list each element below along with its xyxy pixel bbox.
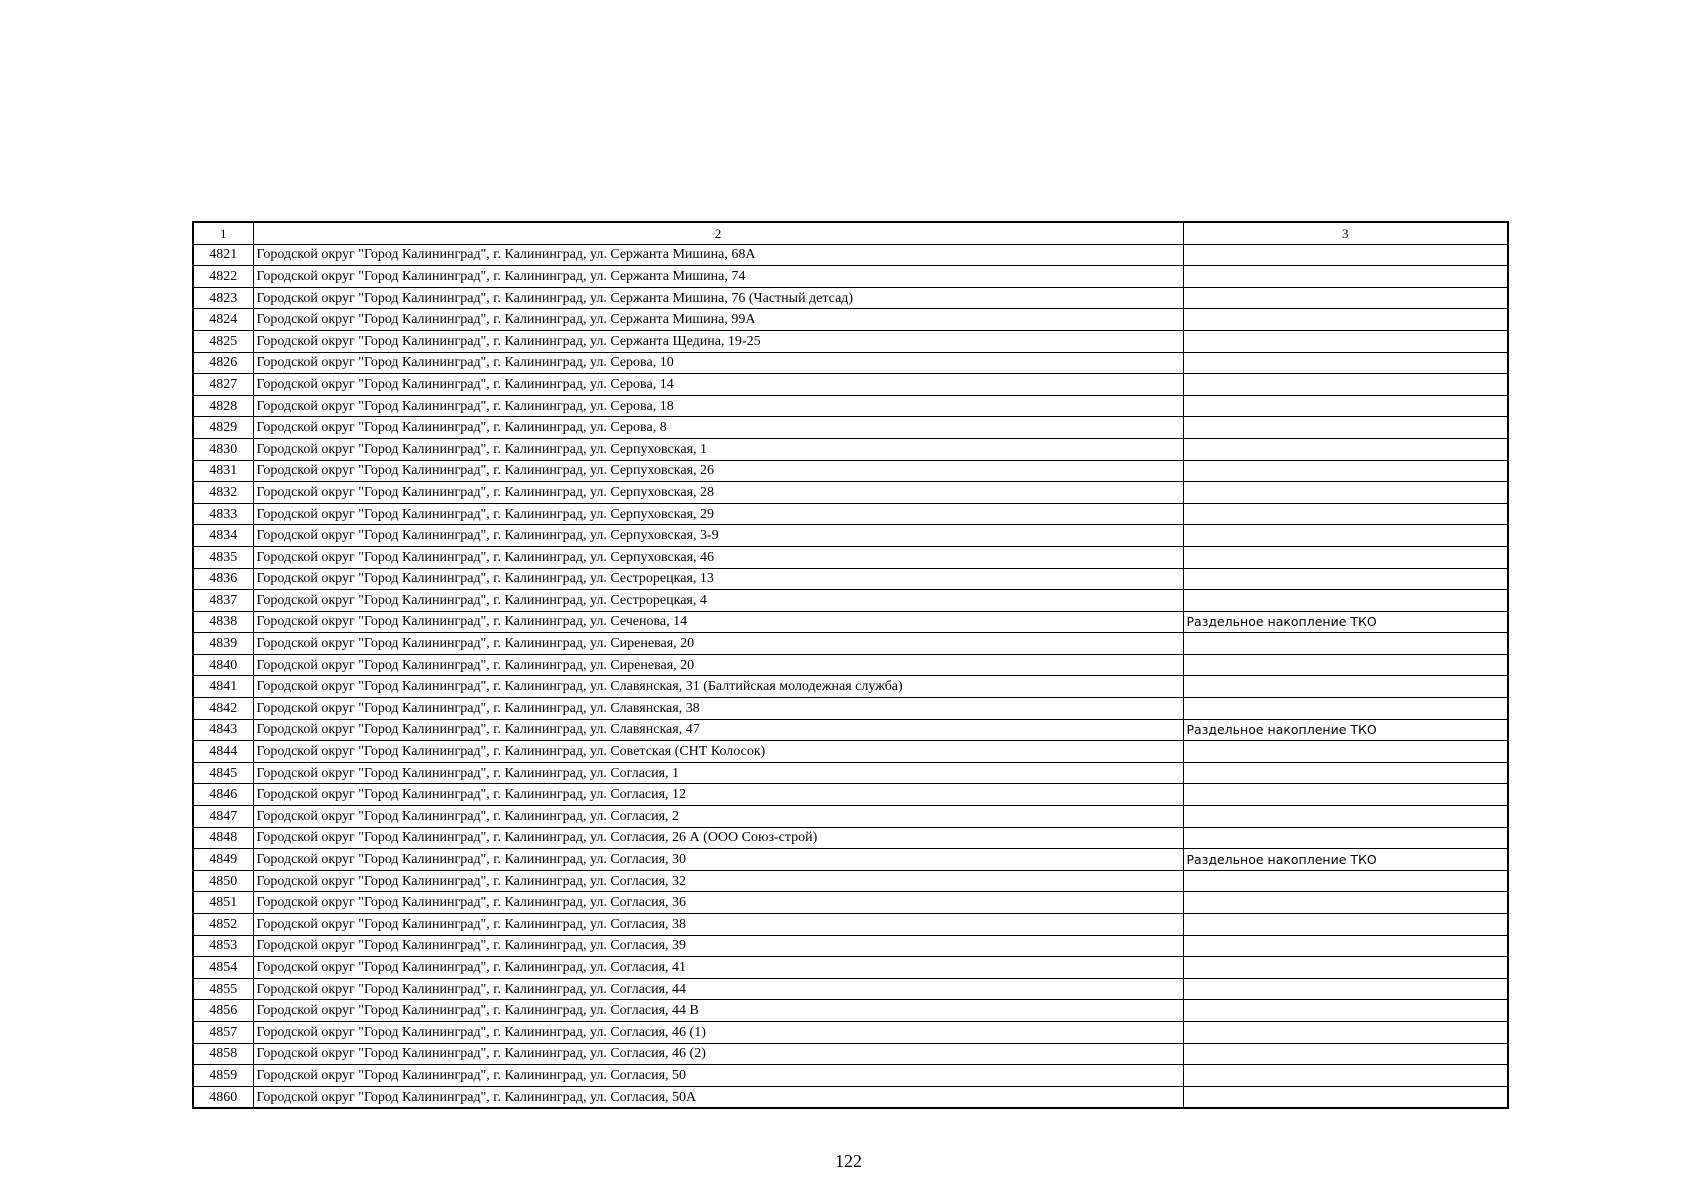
row-number-cell: 4837 bbox=[193, 590, 253, 612]
table-row bbox=[193, 590, 1508, 612]
row-number-cell: 4858 bbox=[193, 1043, 253, 1065]
address-cell: Городской округ "Город Калининград", г. Калининград, ул. Согласия, 12 bbox=[253, 784, 1183, 806]
address-cell: Городской округ "Город Калининград", г. Калининград, ул. Советская (СНТ Колосок) bbox=[253, 741, 1183, 763]
row-number-cell: 4835 bbox=[193, 546, 253, 568]
address-cell: Городской округ "Город Калининград", г. Калининград, ул. Серова, 10 bbox=[253, 352, 1183, 374]
table-row bbox=[193, 1043, 1508, 1065]
address-cell: Городской округ "Город Калининград", г. Калининград, ул. Серпуховская, 3-9 bbox=[253, 525, 1183, 547]
address-cell: Городской округ "Город Калининград", г. Калининград, ул. Согласия, 41 bbox=[253, 957, 1183, 979]
row-number-cell: 4854 bbox=[193, 957, 253, 979]
address-cell: Городской округ "Город Калининград", г. Калининград, ул. Сестрорецкая, 13 bbox=[253, 568, 1183, 590]
address-cell: Городской округ "Город Калининград", г. Калининград, ул. Согласия, 30 bbox=[253, 849, 1183, 871]
table-row bbox=[193, 374, 1508, 396]
row-number-cell: 4823 bbox=[193, 287, 253, 309]
row-number-cell: 4834 bbox=[193, 525, 253, 547]
address-cell: Городской округ "Город Калининград", г. Калининград, ул. Согласия, 46 (1) bbox=[253, 1021, 1183, 1043]
table-row bbox=[193, 762, 1508, 784]
table-row bbox=[193, 546, 1508, 568]
table-row bbox=[193, 654, 1508, 676]
note-cell bbox=[1183, 827, 1508, 849]
note-cell: Раздельное накопление ТКО bbox=[1183, 849, 1508, 871]
note-cell bbox=[1183, 633, 1508, 655]
note-cell bbox=[1183, 438, 1508, 460]
note-cell bbox=[1183, 460, 1508, 482]
row-number-cell: 4832 bbox=[193, 482, 253, 504]
row-number-cell: 4845 bbox=[193, 762, 253, 784]
table-row bbox=[193, 395, 1508, 417]
table-row bbox=[193, 352, 1508, 374]
note-cell bbox=[1183, 914, 1508, 936]
address-cell: Городской округ "Город Калининград", г. Калининград, ул. Согласия, 50А bbox=[253, 1086, 1183, 1108]
table-row bbox=[193, 482, 1508, 504]
address-cell: Городской округ "Город Калининград", г. Калининград, ул. Согласия, 46 (2) bbox=[253, 1043, 1183, 1065]
note-cell bbox=[1183, 978, 1508, 1000]
table-row bbox=[193, 309, 1508, 331]
table-row bbox=[193, 676, 1508, 698]
row-number-cell: 4836 bbox=[193, 568, 253, 590]
note-cell bbox=[1183, 352, 1508, 374]
header-cell-note: 3 bbox=[1183, 222, 1508, 244]
address-cell: Городской округ "Город Калининград", г. Калининград, ул. Славянская, 38 bbox=[253, 698, 1183, 720]
address-table bbox=[192, 221, 1509, 1109]
row-number-cell: 4860 bbox=[193, 1086, 253, 1108]
address-cell: Городской округ "Город Калининград", г. Калининград, ул. Согласия, 44 В bbox=[253, 1000, 1183, 1022]
note-cell bbox=[1183, 417, 1508, 439]
table-row bbox=[193, 935, 1508, 957]
address-cell: Городской округ "Город Калининград", г. Калининград, ул. Согласия, 44 bbox=[253, 978, 1183, 1000]
table-row bbox=[193, 849, 1508, 871]
address-cell: Городской округ "Город Калининград", г. Калининград, ул. Серпуховская, 29 bbox=[253, 503, 1183, 525]
row-number-cell: 4857 bbox=[193, 1021, 253, 1043]
address-cell: Городской округ "Город Калининград", г. Калининград, ул. Серова, 14 bbox=[253, 374, 1183, 396]
row-number-cell: 4828 bbox=[193, 395, 253, 417]
address-cell: Городской округ "Город Калининград", г. Калининград, ул. Согласия, 36 bbox=[253, 892, 1183, 914]
header-cell-address: 2 bbox=[253, 222, 1183, 244]
note-cell: Раздельное накопление ТКО bbox=[1183, 611, 1508, 633]
table-row bbox=[193, 957, 1508, 979]
note-cell bbox=[1183, 590, 1508, 612]
row-number-cell: 4853 bbox=[193, 935, 253, 957]
table-row bbox=[193, 244, 1508, 266]
row-number-cell: 4824 bbox=[193, 309, 253, 331]
table-row bbox=[193, 438, 1508, 460]
address-cell: Городской округ "Город Калининград", г. Калининград, ул. Сержанта Мишина, 74 bbox=[253, 266, 1183, 288]
table-row bbox=[193, 460, 1508, 482]
row-number-cell: 4827 bbox=[193, 374, 253, 396]
address-cell: Городской округ "Город Калининград", г. Калининград, ул. Сеченова, 14 bbox=[253, 611, 1183, 633]
table-row bbox=[193, 1086, 1508, 1108]
note-cell bbox=[1183, 1043, 1508, 1065]
note-cell bbox=[1183, 1021, 1508, 1043]
address-cell: Городской округ "Город Калининград", г. Калининград, ул. Сиреневая, 20 bbox=[253, 633, 1183, 655]
row-number-cell: 4847 bbox=[193, 806, 253, 828]
note-cell bbox=[1183, 309, 1508, 331]
table-row bbox=[193, 1021, 1508, 1043]
table-row bbox=[193, 503, 1508, 525]
address-cell: Городской округ "Город Калининград", г. Калининград, ул. Серпуховская, 26 bbox=[253, 460, 1183, 482]
address-cell: Городской округ "Город Калининград", г. Калининград, ул. Сержанта Щедина, 19-25 bbox=[253, 330, 1183, 352]
note-cell bbox=[1183, 1065, 1508, 1087]
table-row bbox=[193, 633, 1508, 655]
row-number-cell: 4844 bbox=[193, 741, 253, 763]
row-number-cell: 4831 bbox=[193, 460, 253, 482]
address-cell: Городской округ "Город Калининград", г. Калининград, ул. Согласия, 2 bbox=[253, 806, 1183, 828]
note-cell bbox=[1183, 741, 1508, 763]
note-cell bbox=[1183, 330, 1508, 352]
address-cell: Городской округ "Город Калининград", г. Калининград, ул. Согласия, 39 bbox=[253, 935, 1183, 957]
table-row bbox=[193, 914, 1508, 936]
row-number-cell: 4856 bbox=[193, 1000, 253, 1022]
row-number-cell: 4821 bbox=[193, 244, 253, 266]
row-number-cell: 4851 bbox=[193, 892, 253, 914]
row-number-cell: 4833 bbox=[193, 503, 253, 525]
address-cell: Городской округ "Город Калининград", г. Калининград, ул. Согласия, 26 А (ООО Союз-строй) bbox=[253, 827, 1183, 849]
address-cell: Городской округ "Город Калининград", г. Калининград, ул. Серова, 8 bbox=[253, 417, 1183, 439]
note-cell bbox=[1183, 503, 1508, 525]
address-cell: Городской округ "Город Калининград", г. Калининград, ул. Серпуховская, 46 bbox=[253, 546, 1183, 568]
note-cell bbox=[1183, 1000, 1508, 1022]
table-header-row bbox=[193, 222, 1508, 244]
address-cell: Городской округ "Город Калининград", г. Калининград, ул. Согласия, 38 bbox=[253, 914, 1183, 936]
table-row bbox=[193, 827, 1508, 849]
header-cell-number: 1 bbox=[193, 222, 253, 244]
note-cell bbox=[1183, 806, 1508, 828]
table-row bbox=[193, 1000, 1508, 1022]
table-row bbox=[193, 978, 1508, 1000]
table-row bbox=[193, 417, 1508, 439]
address-cell: Городской округ "Город Калининград", г. Калининград, ул. Серпуховская, 1 bbox=[253, 438, 1183, 460]
table-body bbox=[193, 222, 1508, 1108]
row-number-cell: 4848 bbox=[193, 827, 253, 849]
address-cell: Городской округ "Город Калининград", г. Калининград, ул. Сержанта Мишина, 68А bbox=[253, 244, 1183, 266]
row-number-cell: 4838 bbox=[193, 611, 253, 633]
row-number-cell: 4822 bbox=[193, 266, 253, 288]
note-cell bbox=[1183, 525, 1508, 547]
address-cell: Городской округ "Город Калининград", г. Калининград, ул. Серова, 18 bbox=[253, 395, 1183, 417]
address-cell: Городской округ "Город Калининград", г. Калининград, ул. Согласия, 1 bbox=[253, 762, 1183, 784]
note-cell bbox=[1183, 892, 1508, 914]
row-number-cell: 4842 bbox=[193, 698, 253, 720]
note-cell bbox=[1183, 1086, 1508, 1108]
row-number-cell: 4850 bbox=[193, 870, 253, 892]
address-cell: Городской округ "Город Калининград", г. Калининград, ул. Сиреневая, 20 bbox=[253, 654, 1183, 676]
note-cell: Раздельное накопление ТКО bbox=[1183, 719, 1508, 741]
note-cell bbox=[1183, 374, 1508, 396]
note-cell bbox=[1183, 244, 1508, 266]
row-number-cell: 4825 bbox=[193, 330, 253, 352]
table-row bbox=[193, 698, 1508, 720]
address-cell: Городской округ "Город Калининград", г. Калининград, ул. Согласия, 50 bbox=[253, 1065, 1183, 1087]
row-number-cell: 4829 bbox=[193, 417, 253, 439]
note-cell bbox=[1183, 935, 1508, 957]
table-row bbox=[193, 611, 1508, 633]
address-cell: Городской округ "Город Калининград", г. Калининград, ул. Славянская, 31 (Балтийская молодежная служба) bbox=[253, 676, 1183, 698]
note-cell bbox=[1183, 568, 1508, 590]
table-row bbox=[193, 287, 1508, 309]
note-cell bbox=[1183, 870, 1508, 892]
row-number-cell: 4826 bbox=[193, 352, 253, 374]
address-cell: Городской округ "Город Калининград", г. Калининград, ул. Сестрорецкая, 4 bbox=[253, 590, 1183, 612]
note-cell bbox=[1183, 654, 1508, 676]
page-number: 122 bbox=[835, 1151, 862, 1171]
table-row bbox=[193, 525, 1508, 547]
row-number-cell: 4841 bbox=[193, 676, 253, 698]
row-number-cell: 4843 bbox=[193, 719, 253, 741]
table-row bbox=[193, 806, 1508, 828]
note-cell bbox=[1183, 762, 1508, 784]
row-number-cell: 4830 bbox=[193, 438, 253, 460]
note-cell bbox=[1183, 287, 1508, 309]
note-cell bbox=[1183, 957, 1508, 979]
table-row bbox=[193, 266, 1508, 288]
address-cell: Городской округ "Город Калининград", г. Калининград, ул. Серпуховская, 28 bbox=[253, 482, 1183, 504]
address-cell: Городской округ "Город Калининград", г. Калининград, ул. Славянская, 47 bbox=[253, 719, 1183, 741]
note-cell bbox=[1183, 784, 1508, 806]
row-number-cell: 4859 bbox=[193, 1065, 253, 1087]
address-cell: Городской округ "Город Калининград", г. Калининград, ул. Согласия, 32 bbox=[253, 870, 1183, 892]
row-number-cell: 4855 bbox=[193, 978, 253, 1000]
note-cell bbox=[1183, 698, 1508, 720]
note-cell bbox=[1183, 266, 1508, 288]
table-row bbox=[193, 892, 1508, 914]
note-cell bbox=[1183, 676, 1508, 698]
table-row bbox=[193, 719, 1508, 741]
row-number-cell: 4846 bbox=[193, 784, 253, 806]
row-number-cell: 4849 bbox=[193, 849, 253, 871]
note-cell bbox=[1183, 546, 1508, 568]
note-cell bbox=[1183, 482, 1508, 504]
row-number-cell: 4839 bbox=[193, 633, 253, 655]
row-number-cell: 4840 bbox=[193, 654, 253, 676]
table-row bbox=[193, 741, 1508, 763]
address-cell: Городской округ "Город Калининград", г. Калининград, ул. Сержанта Мишина, 76 (Частный детсад) bbox=[253, 287, 1183, 309]
row-number-cell: 4852 bbox=[193, 914, 253, 936]
address-cell: Городской округ "Город Калининград", г. Калининград, ул. Сержанта Мишина, 99А bbox=[253, 309, 1183, 331]
table-row bbox=[193, 568, 1508, 590]
table-row bbox=[193, 1065, 1508, 1087]
note-cell bbox=[1183, 395, 1508, 417]
table-row bbox=[193, 870, 1508, 892]
table-row bbox=[193, 330, 1508, 352]
table-row bbox=[193, 784, 1508, 806]
